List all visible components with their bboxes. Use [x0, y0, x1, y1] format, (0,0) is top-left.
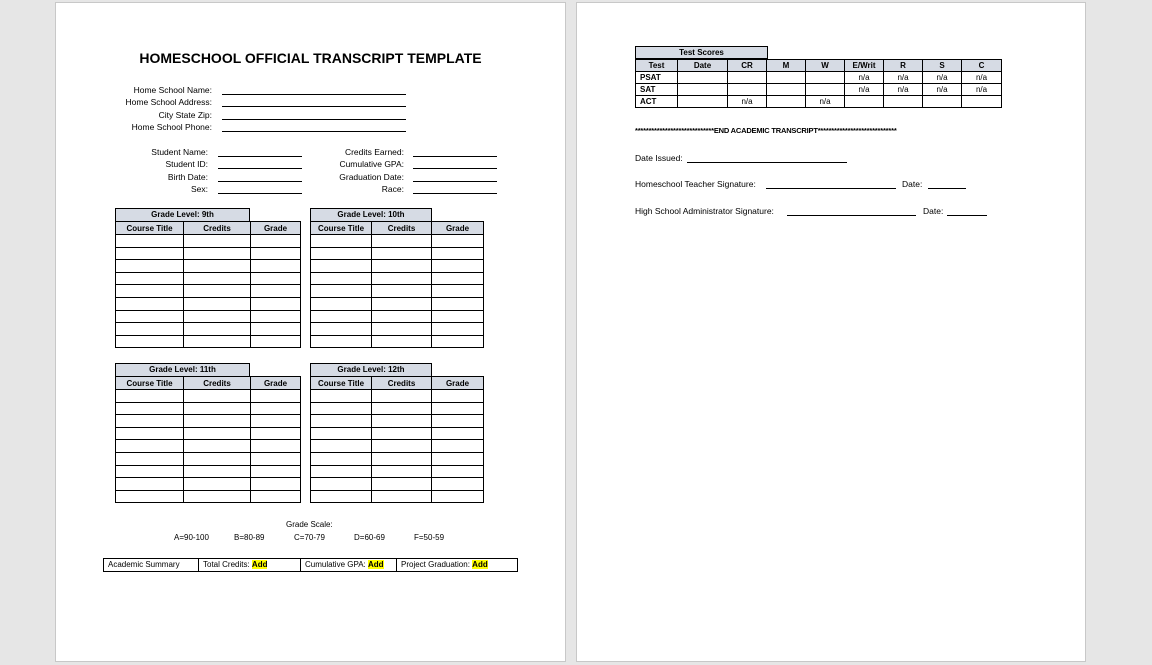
table-cell[interactable] [728, 72, 767, 84]
graduation-date-label: Graduation Date: [339, 172, 404, 182]
column-header: Credits [372, 222, 432, 235]
table-row [311, 297, 484, 310]
table-row [636, 72, 1002, 84]
transcript-page-1 [55, 2, 566, 662]
teacher-signature-field[interactable] [766, 188, 896, 189]
table-row [311, 272, 484, 285]
sex-field[interactable] [218, 193, 302, 194]
transcript-page-2 [576, 2, 1086, 662]
table-row [311, 427, 484, 440]
school-phone-label: Home School Phone: [131, 122, 212, 132]
column-header: Test [636, 60, 678, 72]
project-graduation-cell[interactable] [397, 559, 492, 571]
test-scores-table [635, 59, 1002, 108]
table-row [116, 335, 301, 348]
grade-scale-c: C=70-79 [294, 533, 325, 542]
column-header: R [884, 60, 923, 72]
table-row [311, 323, 484, 336]
test-name: PSAT [636, 72, 678, 84]
table-cell: n/a [962, 84, 1002, 96]
column-header: Grade [432, 377, 484, 390]
table-row [116, 297, 301, 310]
school-name-label: Home School Name: [133, 85, 212, 95]
table-cell[interactable] [767, 96, 806, 108]
table-row [311, 335, 484, 348]
cumulative-gpa-label: Cumulative GPA: [339, 159, 404, 169]
credits-earned-label: Credits Earned: [344, 147, 404, 157]
admin-signature-label: High School Administrator Signature: [635, 206, 774, 216]
column-header: Grade [251, 377, 301, 390]
grade-scale-a: A=90-100 [174, 533, 209, 542]
grade-scale-title: Grade Scale: [286, 520, 333, 529]
test-name: ACT [636, 96, 678, 108]
student-name-field[interactable] [218, 156, 302, 157]
admin-date-field[interactable] [947, 215, 987, 216]
school-phone-field[interactable] [222, 131, 406, 132]
table-cell[interactable] [728, 84, 767, 96]
table-row [116, 260, 301, 273]
table-row [311, 415, 484, 428]
column-header: E/Writ [845, 60, 884, 72]
academic-summary-label: Academic Summary [104, 559, 199, 571]
total-credits-label: Total Credits: [203, 560, 250, 569]
table-row [311, 490, 484, 503]
table-cell[interactable] [678, 84, 728, 96]
table-row [116, 490, 301, 503]
column-header: Credits [184, 222, 251, 235]
table-cell: n/a [923, 84, 962, 96]
table-cell: n/a [806, 96, 845, 108]
column-header: M [767, 60, 806, 72]
race-label: Race: [381, 184, 404, 194]
table-row [116, 440, 301, 453]
grade-scale-f: F=50-59 [414, 533, 445, 542]
column-header: W [806, 60, 845, 72]
city-state-zip-field[interactable] [222, 119, 406, 120]
column-header: CR [728, 60, 767, 72]
cumulative-gpa-add[interactable]: Add [368, 560, 384, 569]
table-cell[interactable] [806, 84, 845, 96]
student-name-label: Student Name: [151, 147, 208, 157]
total-credits-cell[interactable] [199, 559, 301, 571]
cumulative-gpa-summary-label: Cumulative GPA: [305, 560, 366, 569]
grade-scale-d: D=60-69 [354, 533, 385, 542]
school-address-field[interactable] [222, 106, 406, 107]
admin-signature-field[interactable] [787, 215, 916, 216]
table-row [311, 247, 484, 260]
table-cell[interactable] [845, 96, 884, 108]
table-cell: n/a [845, 84, 884, 96]
column-header: Date [678, 60, 728, 72]
grade-11-caption: Grade Level: 11th [115, 363, 250, 377]
table-cell[interactable] [678, 96, 728, 108]
table-cell: n/a [884, 72, 923, 84]
cumulative-gpa-field[interactable] [413, 168, 497, 169]
column-header: Course Title [116, 377, 184, 390]
table-row [116, 323, 301, 336]
column-header: Course Title [116, 222, 184, 235]
table-row [311, 465, 484, 478]
page-title: HOMESCHOOL OFFICIAL TRANSCRIPT TEMPLATE [139, 50, 482, 66]
test-name: SAT [636, 84, 678, 96]
teacher-date-field[interactable] [928, 188, 966, 189]
table-cell[interactable] [923, 96, 962, 108]
date-issued-label: Date Issued: [635, 153, 683, 163]
grade-scale-b: B=80-89 [234, 533, 265, 542]
table-row [636, 84, 1002, 96]
student-id-field[interactable] [218, 168, 302, 169]
table-cell: n/a [845, 72, 884, 84]
graduation-date-field[interactable] [413, 181, 497, 182]
column-header: Course Title [311, 377, 372, 390]
table-cell: n/a [884, 84, 923, 96]
column-header: Grade [432, 222, 484, 235]
table-row [311, 390, 484, 403]
table-row [311, 310, 484, 323]
table-row [116, 415, 301, 428]
table-cell: n/a [728, 96, 767, 108]
table-cell[interactable] [962, 96, 1002, 108]
table-row [311, 452, 484, 465]
column-header: S [923, 60, 962, 72]
column-header: Credits [372, 377, 432, 390]
column-header: C [962, 60, 1002, 72]
end-transcript-line: *****************************END ACADEMIC TRANSCRIPT***************************** [635, 126, 897, 135]
table-cell[interactable] [678, 72, 728, 84]
table-cell: n/a [923, 72, 962, 84]
teacher-date-label: Date: [902, 179, 923, 189]
table-cell[interactable] [884, 96, 923, 108]
student-id-label: Student ID: [165, 159, 208, 169]
race-field[interactable] [413, 193, 497, 194]
column-header: Grade [251, 222, 301, 235]
table-row [116, 272, 301, 285]
project-graduation-label: Project Graduation: [401, 560, 470, 569]
table-row [311, 478, 484, 491]
admin-date-label: Date: [923, 206, 944, 216]
birth-date-label: Birth Date: [167, 172, 208, 182]
table-row [116, 310, 301, 323]
teacher-signature-label: Homeschool Teacher Signature: [635, 179, 756, 189]
grade-10-caption: Grade Level: 10th [310, 208, 432, 222]
table-row [116, 478, 301, 491]
column-header: Course Title [311, 222, 372, 235]
test-scores-caption: Test Scores [635, 46, 768, 59]
academic-summary [103, 558, 518, 572]
grade-10-table [310, 221, 484, 348]
sex-label: Sex: [190, 184, 208, 194]
total-credits-add[interactable]: Add [251, 560, 268, 569]
column-header: Credits [184, 377, 251, 390]
table-row [116, 452, 301, 465]
grade-11-table [115, 376, 301, 503]
table-row [116, 427, 301, 440]
table-cell[interactable] [767, 84, 806, 96]
grade-12-table [310, 376, 484, 503]
table-cell[interactable] [806, 72, 845, 84]
project-graduation-add[interactable]: Add [472, 560, 488, 569]
cumulative-gpa-cell[interactable] [301, 559, 397, 571]
table-row [116, 390, 301, 403]
table-row [311, 440, 484, 453]
table-row [311, 402, 484, 415]
city-state-zip-label: City State Zip: [158, 110, 212, 120]
table-row [311, 235, 484, 248]
credits-earned-field[interactable] [413, 156, 497, 157]
table-row [116, 465, 301, 478]
table-row [311, 285, 484, 298]
grade-12-caption: Grade Level: 12th [310, 363, 432, 377]
table-row [636, 96, 1002, 108]
table-cell[interactable] [767, 72, 806, 84]
grade-9-caption: Grade Level: 9th [115, 208, 250, 222]
date-issued-field[interactable] [687, 162, 847, 163]
table-row [311, 260, 484, 273]
school-address-label: Home School Address: [125, 97, 212, 107]
table-row [116, 235, 301, 248]
table-row [116, 402, 301, 415]
birth-date-field[interactable] [218, 181, 302, 182]
school-name-field[interactable] [222, 94, 406, 95]
table-row [116, 285, 301, 298]
table-cell: n/a [962, 72, 1002, 84]
table-row [116, 247, 301, 260]
grade-9-table [115, 221, 301, 348]
